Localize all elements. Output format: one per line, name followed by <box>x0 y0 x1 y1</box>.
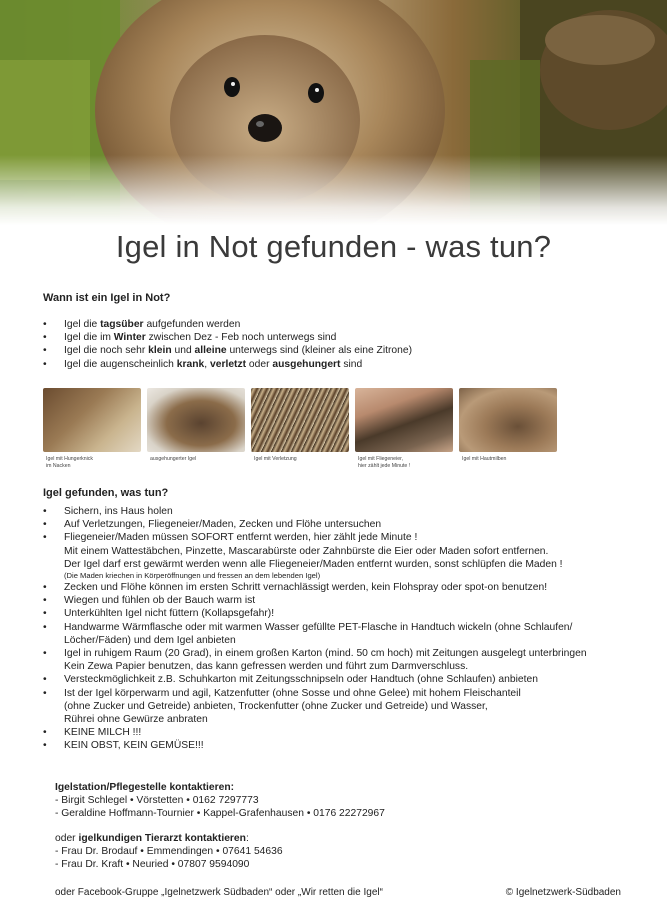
station-contacts <box>55 781 385 820</box>
step-line: • Wiegen und fühlen ob der Bauch warm ist <box>64 595 256 607</box>
thumbnail-image <box>459 388 557 452</box>
step-line: • KEINE MILCH !!! <box>64 727 142 739</box>
step-line: (ohne Zucker und Getreide) anbieten, Trockenfutter (ohne Zucker und Getreide) und Wasser, <box>64 700 488 712</box>
found-steps-list <box>43 505 633 753</box>
thumbnail-starved <box>147 388 245 463</box>
found-step-item <box>43 607 633 620</box>
found-step-item <box>43 621 633 647</box>
step-line: • Unterkühlten Igel nicht füttern (Kollapsgefahr)! <box>64 608 275 620</box>
step-line: • Ist der Igel körperwarm und agil, Katzenfutter (ohne Sosse und ohne Gelee) mit hohem Fleischanteil <box>64 687 521 699</box>
vet-suffix: : <box>245 833 249 844</box>
vet-prefix: oder <box>55 833 79 844</box>
item-text: Igel die im <box>64 332 114 344</box>
step-line: • Fliegeneier/Maden müssen SOFORT entfernt werden, hier zählt jede Minute ! <box>64 532 418 544</box>
item-text: Igel die noch sehr <box>64 345 149 357</box>
emphasis-text: verletzt <box>210 358 247 370</box>
thumbnail-caption: Igel mit Fliegeneier, hier zählt jede Minute ! <box>358 456 411 469</box>
vet-contact-1: - Frau Dr. Brodauf • Emmendingen • 07641 54636 <box>55 846 283 857</box>
emphasis-text: ausgehungert <box>272 358 341 370</box>
in-need-item <box>43 331 603 344</box>
hedgehog-photo <box>0 0 667 225</box>
section-heading-in-need: Wann ist ein Igel in Not? <box>43 292 171 304</box>
emphasis-text: tagsüber <box>100 319 144 330</box>
item-text: aufgefunden werden <box>143 319 241 330</box>
thumbnail-image <box>147 388 245 452</box>
emphasis-text: klein <box>148 345 172 357</box>
found-step-item <box>43 505 633 518</box>
vet-contact-2: - Frau Dr. Kraft • Neuried • 07807 9594090 <box>55 859 250 870</box>
item-text: sind <box>340 358 363 370</box>
page-title: Igel in Not gefunden - was tun? <box>115 229 552 264</box>
thumbnail-caption: Igel mit Verletzung <box>254 456 297 462</box>
facebook-groups: oder Facebook-Gruppe „Igelnetzwerk Südbaden“ oder „Wir retten die Igel“ <box>55 887 383 898</box>
item-text: Igel die augenscheinlich <box>64 358 177 370</box>
in-need-item <box>43 358 603 371</box>
item-text: und <box>171 345 195 357</box>
vet-heading: igelkundigen Tierarzt kontaktieren <box>78 833 246 844</box>
emphasis-text: Winter <box>113 332 146 344</box>
found-step-item <box>43 647 633 673</box>
item-text: Igel die <box>64 319 101 330</box>
thumbnail-caption: ausgehungerter Igel <box>150 456 197 462</box>
hero-fade <box>0 155 667 225</box>
in-need-list <box>43 318 603 371</box>
thumbnail-fly-eggs <box>355 388 453 470</box>
thumbnail-mites <box>459 388 557 463</box>
station-contact-2: - Geraldine Hoffmann-Tournier • Kappel-Grafenhausen • 0176 22272967 <box>55 808 385 819</box>
found-step-item <box>43 673 633 686</box>
found-step-item <box>43 726 633 739</box>
found-step-item <box>43 687 633 727</box>
item-text: , <box>204 358 210 370</box>
vet-heading-line <box>55 832 283 845</box>
thumbnail-image <box>251 388 349 452</box>
thumbnail-caption: Igel mit Hautmilben <box>462 456 507 462</box>
thumbnail-image <box>43 388 141 452</box>
station-contact-1: - Birgit Schlegel • Vörstetten • 0162 7297773 <box>55 795 259 806</box>
found-step-item <box>43 518 633 531</box>
item-text: unterwegs sind (kleiner als eine Zitrone) <box>226 345 413 357</box>
thumbnail-image <box>355 388 453 452</box>
step-line: • Versteckmöglichkeit z.B. Schuhkarton mit Zeitungsschnipseln oder Handtuch (ohne Schlaufen) anbieten <box>64 674 538 686</box>
step-line: • KEIN OBST, KEIN GEMÜSE!!! <box>64 740 204 752</box>
copyright: © Igelnetzwerk-Südbaden <box>505 887 621 898</box>
step-line: • Handwarme Wärmflasche oder mit warmen Wasser gefüllte PET-Flasche in Handtuch wickeln (ohne Schlaufen/ <box>64 621 573 633</box>
found-step-item <box>43 739 633 752</box>
step-line: • Sichern, ins Haus holen <box>64 506 173 517</box>
station-heading: Igelstation/Pflegestelle kontaktieren: <box>55 782 235 793</box>
step-line: • Zecken und Flöhe können im ersten Schritt vernachlässigt werden, kein Flohspray oder spot-on benutzen! <box>64 582 548 594</box>
step-line: Löcher/Fäden) und dem Igel anbieten <box>64 634 236 646</box>
found-step-item <box>43 594 633 607</box>
found-step-item <box>43 581 633 594</box>
section-heading-found: Igel gefunden, was tun? <box>43 487 169 499</box>
step-line: • Auf Verletzungen, Fliegeneier/Maden, Zecken und Flöhe untersuchen <box>64 519 382 531</box>
step-line: Der Igel darf erst gewärmt werden wenn alle Fliegeneier/Maden entfernt wurden, sonst schlüpfen die Maden ! <box>64 558 563 570</box>
emphasis-text: krank <box>176 358 205 370</box>
vet-contacts <box>55 832 283 871</box>
thumbnail-caption: Igel mit Hungerknick im Nacken <box>46 456 93 469</box>
item-text: zwischen Dez - Feb noch unterwegs sind <box>145 332 337 344</box>
step-line: Kein Zewa Papier benutzen, das kann gefressen werden und führt zum Darmverschluss. <box>64 661 469 673</box>
found-step-item <box>43 531 633 581</box>
emphasis-text: alleine <box>194 345 227 357</box>
item-text: oder <box>246 358 273 370</box>
thumbnail-hunger-knick <box>43 388 141 470</box>
in-need-item <box>43 318 603 331</box>
step-note: (Die Maden kriechen in Körperöffnungen und fressen an dem lebenden Igel) <box>64 571 321 581</box>
in-need-item <box>43 344 603 357</box>
thumbnail-row <box>43 388 563 476</box>
step-line: Rührei ohne Gewürze anbraten <box>64 714 208 726</box>
thumbnail-injury <box>251 388 349 463</box>
step-line: Mit einem Wattestäbchen, Pinzette, Mascarabürste oder Zahnbürste die Eier oder Maden sofort entfernen. <box>64 545 549 557</box>
step-line: • Igel in ruhigem Raum (20 Grad), in einem großen Karton (mind. 50 cm hoch) mit Zeitungen ausgelegt unterbringen <box>64 648 587 660</box>
